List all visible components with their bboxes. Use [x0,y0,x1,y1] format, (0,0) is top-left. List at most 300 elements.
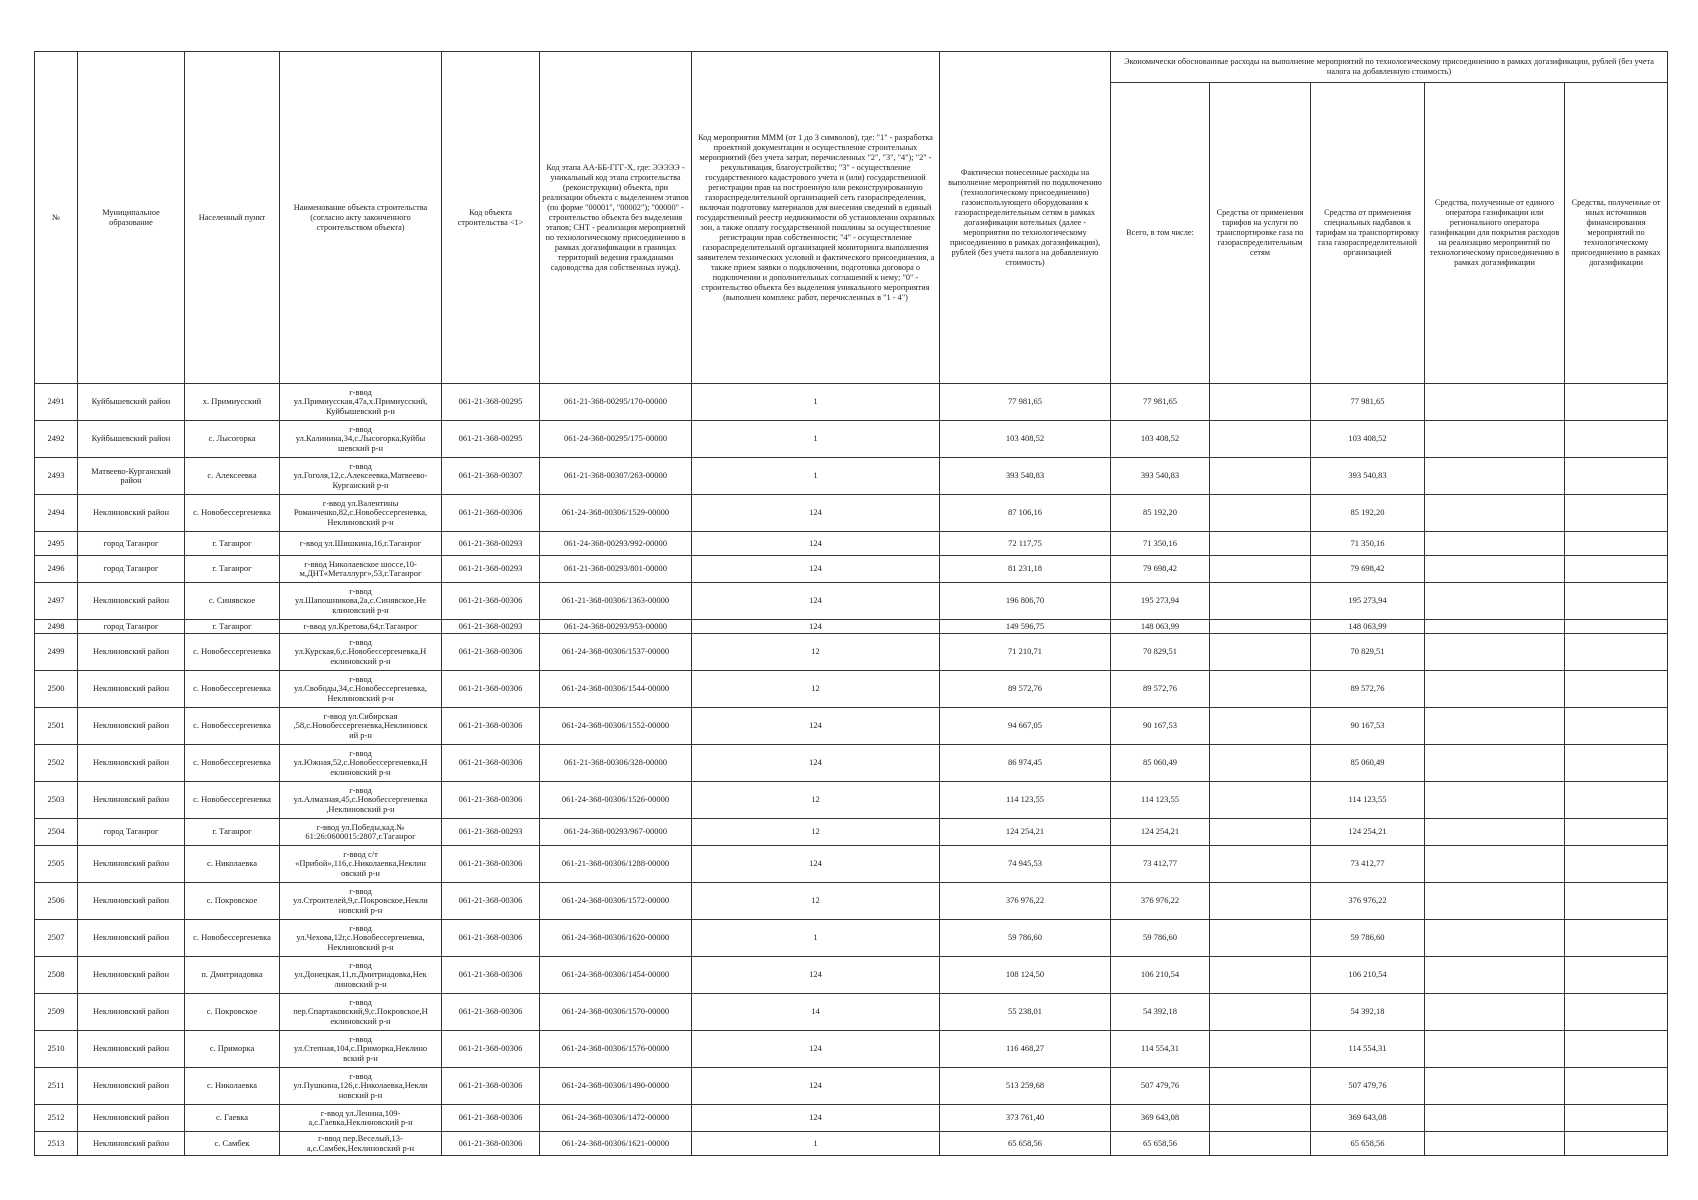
cell-total: 73 412,77 [1111,846,1210,883]
cell-other-sources [1565,495,1668,532]
header-other-sources: Средства, полученные от иных источников финансирования мероприятий по технологическому присоединению в рамках догазификации [1565,83,1668,384]
cell-other-sources [1565,583,1668,620]
cell-object-name: г-ввод ул.Донецкая,11,п.Дмитриадовка,Нек линовский р-н [280,957,442,994]
cell-other-sources [1565,782,1668,819]
cell-stage-code: 061-24-368-00306/1621-00000 [540,1132,692,1156]
cell-activity-code: 1 [692,384,940,421]
cell-settlement: г. Таганрог [185,532,280,556]
cell-operator-funds [1425,1105,1565,1132]
cell-operator-funds [1425,846,1565,883]
cell-num: 2495 [35,532,78,556]
cell-other-sources [1565,1031,1668,1068]
table-row [35,532,1668,556]
cell-special-surcharge: 124 254,21 [1311,819,1425,846]
cell-special-surcharge: 369 643,08 [1311,1105,1425,1132]
cell-municipality: Куйбышевский район [78,421,185,458]
cell-municipality: Неклиновский район [78,957,185,994]
cell-num: 2510 [35,1031,78,1068]
cell-object-name: г-ввод ул.Алмазная,45,с.Новобессергеневка ,Неклиновский р-н [280,782,442,819]
cell-object-code: 061-21-368-00306 [442,1031,540,1068]
table-row [35,883,1668,920]
cell-operator-funds [1425,620,1565,634]
cell-activity-code: 12 [692,819,940,846]
cell-municipality: Неклиновский район [78,1031,185,1068]
cell-object-name: г-ввод ул.Курская,6,с.Новобессергеневка,Н еклиновский р-н [280,634,442,671]
cell-object-name: г-ввод ул.Строителей,9,с.Покровское,Некли новский р-н [280,883,442,920]
cell-other-sources [1565,384,1668,421]
cell-object-name: г-ввод ул.Победы,кад.№ 61:26:0600015:2807,г.Таганрог [280,819,442,846]
cell-settlement: с. Новобессергеневка [185,671,280,708]
cell-settlement: с. Гаевка [185,1105,280,1132]
cell-other-sources [1565,1068,1668,1105]
cell-stage-code: 061-24-368-00306/1454-00000 [540,957,692,994]
cell-total: 79 698,42 [1111,556,1210,583]
cell-other-sources [1565,458,1668,495]
cell-num: 2496 [35,556,78,583]
table-row [35,819,1668,846]
cell-settlement: с. Новобессергеневка [185,708,280,745]
cell-object-name: г-ввод ул.Валентины Романченко,82,с.Новобессергеневка, Неклиновский р-н [280,495,442,532]
header-num: № [35,52,78,384]
cell-stage-code: 061-24-368-00306/1552-00000 [540,708,692,745]
header-total: Всего, в том числе: [1111,83,1210,384]
cell-other-sources [1565,1132,1668,1156]
cell-object-code: 061-21-368-00306 [442,495,540,532]
cell-total: 85 192,20 [1111,495,1210,532]
document-page [34,51,1667,1156]
cell-object-name: г-ввод ул.Шишкина,16,г.Таганрог [280,532,442,556]
cell-activity-code: 124 [692,495,940,532]
cell-activity-code: 124 [692,532,940,556]
cell-object-name: г-ввод пер.Веселый,13- а,с.Самбек,Неклиновский р-н [280,1132,442,1156]
cell-actual-costs: 149 596,75 [940,620,1111,634]
cell-total: 114 554,31 [1111,1031,1210,1068]
cell-operator-funds [1425,1031,1565,1068]
cell-municipality: город Таганрог [78,819,185,846]
cell-num: 2502 [35,745,78,782]
cell-settlement: п. Дмитриадовка [185,957,280,994]
cell-actual-costs: 86 974,45 [940,745,1111,782]
cell-settlement: с. Алексеевка [185,458,280,495]
cell-actual-costs: 393 540,83 [940,458,1111,495]
cell-object-name: г-ввод ул.Свободы,34,с.Новобессергеневка, Неклиновский р-н [280,671,442,708]
cell-tariff-transport [1210,994,1311,1031]
cell-operator-funds [1425,708,1565,745]
cell-settlement: с. Приморка [185,1031,280,1068]
cell-actual-costs: 116 468,27 [940,1031,1111,1068]
cell-total: 77 981,65 [1111,384,1210,421]
cell-activity-code: 124 [692,1068,940,1105]
cell-stage-code: 061-24-368-00306/1576-00000 [540,1031,692,1068]
cell-other-sources [1565,920,1668,957]
cell-special-surcharge: 73 412,77 [1311,846,1425,883]
cell-object-code: 061-21-368-00306 [442,583,540,620]
header-special-surcharge: Средства от применения специальных надбавок к тарифам на транспортировку газа газораспределительной организацией [1311,83,1425,384]
table-row [35,671,1668,708]
cell-settlement: г. Таганрог [185,556,280,583]
cell-activity-code: 124 [692,708,940,745]
cell-special-surcharge: 85 192,20 [1311,495,1425,532]
cell-stage-code: 061-24-368-00306/1620-00000 [540,920,692,957]
cell-settlement: г. Таганрог [185,819,280,846]
cell-stage-code: 061-24-368-00306/1544-00000 [540,671,692,708]
cell-special-surcharge: 90 167,53 [1311,708,1425,745]
cell-object-name: г-ввод ул.Пушкина,126,с.Николаевка,Некли новский р-н [280,1068,442,1105]
cell-actual-costs: 513 259,68 [940,1068,1111,1105]
cell-actual-costs: 65 658,56 [940,1132,1111,1156]
cell-municipality: город Таганрог [78,620,185,634]
cell-municipality: Неклиновский район [78,708,185,745]
cell-actual-costs: 77 981,65 [940,384,1111,421]
cell-stage-code: 061-21-368-00306/1288-00000 [540,846,692,883]
cell-settlement: г. Таганрог [185,620,280,634]
cell-num: 2508 [35,957,78,994]
cell-object-name: г-ввод ул.Степная,104,с.Приморка,Неклино вский р-н [280,1031,442,1068]
table-row [35,634,1668,671]
cell-num: 2492 [35,421,78,458]
cell-object-code: 061-21-368-00306 [442,1105,540,1132]
table-row [35,745,1668,782]
cell-total: 393 540,83 [1111,458,1210,495]
cell-num: 2512 [35,1105,78,1132]
cell-object-name: г-ввод ул.Гоголя,12,с.Алексеевка,Матвеево- Курганский р-н [280,458,442,495]
cell-tariff-transport [1210,532,1311,556]
cell-operator-funds [1425,819,1565,846]
cell-stage-code: 061-24-368-00306/1529-00000 [540,495,692,532]
cell-other-sources [1565,421,1668,458]
cell-total: 507 479,76 [1111,1068,1210,1105]
cell-other-sources [1565,994,1668,1031]
cell-special-surcharge: 71 350,16 [1311,532,1425,556]
cell-tariff-transport [1210,1132,1311,1156]
cell-operator-funds [1425,495,1565,532]
cell-municipality: Неклиновский район [78,1132,185,1156]
cell-object-name: г-ввод ул.Шапошникова,2а,с.Синявское,Не клиновский р-н [280,583,442,620]
cell-operator-funds [1425,634,1565,671]
cell-actual-costs: 196 806,70 [940,583,1111,620]
cell-municipality: Неклиновский район [78,1105,185,1132]
cell-object-code: 061-21-368-00306 [442,846,540,883]
cell-other-sources [1565,532,1668,556]
cell-num: 2507 [35,920,78,957]
cell-stage-code: 061-24-368-00306/1537-00000 [540,634,692,671]
cell-tariff-transport [1210,556,1311,583]
cell-special-surcharge: 77 981,65 [1311,384,1425,421]
cell-num: 2499 [35,634,78,671]
cell-tariff-transport [1210,634,1311,671]
cell-num: 2506 [35,883,78,920]
cell-object-code: 061-21-368-00293 [442,620,540,634]
cell-municipality: Неклиновский район [78,883,185,920]
cell-municipality: город Таганрог [78,532,185,556]
cell-operator-funds [1425,883,1565,920]
table-header [35,52,1668,384]
cell-object-code: 061-21-368-00306 [442,1068,540,1105]
cell-stage-code: 061-24-368-00293/992-00000 [540,532,692,556]
cell-stage-code: 061-24-368-00306/1570-00000 [540,994,692,1031]
cell-activity-code: 12 [692,782,940,819]
cell-actual-costs: 59 786,60 [940,920,1111,957]
cell-object-code: 061-21-368-00306 [442,634,540,671]
cell-actual-costs: 74 945,53 [940,846,1111,883]
cell-activity-code: 124 [692,583,940,620]
cell-object-code: 061-21-368-00306 [442,957,540,994]
cell-municipality: Куйбышевский район [78,384,185,421]
cell-stage-code: 061-24-368-00295/175-00000 [540,421,692,458]
cell-special-surcharge: 89 572,76 [1311,671,1425,708]
cell-total: 376 976,22 [1111,883,1210,920]
cell-tariff-transport [1210,620,1311,634]
cell-actual-costs: 94 667,05 [940,708,1111,745]
cell-actual-costs: 89 572,76 [940,671,1111,708]
table-row [35,1105,1668,1132]
cell-object-code: 061-21-368-00293 [442,556,540,583]
cell-activity-code: 1 [692,920,940,957]
table-row [35,846,1668,883]
cell-actual-costs: 108 124,50 [940,957,1111,994]
table-row [35,583,1668,620]
cell-object-name: г-ввод ул.Ленина,109- а,с.Гаевка,Неклиновский р-н [280,1105,442,1132]
cell-other-sources [1565,957,1668,994]
cell-actual-costs: 81 231,18 [940,556,1111,583]
cell-special-surcharge: 393 540,83 [1311,458,1425,495]
table-row [35,782,1668,819]
cell-tariff-transport [1210,671,1311,708]
cell-stage-code: 061-21-368-00307/263-00000 [540,458,692,495]
cell-settlement: с. Новобессергеневка [185,495,280,532]
cell-tariff-transport [1210,708,1311,745]
cell-municipality: Матвеево-Курганский район [78,458,185,495]
cell-actual-costs: 114 123,55 [940,782,1111,819]
cell-operator-funds [1425,920,1565,957]
cell-settlement: с. Николаевка [185,846,280,883]
cell-object-code: 061-21-368-00306 [442,782,540,819]
cell-other-sources [1565,883,1668,920]
cell-num: 2493 [35,458,78,495]
cell-actual-costs: 87 106,16 [940,495,1111,532]
cell-operator-funds [1425,384,1565,421]
cell-operator-funds [1425,782,1565,819]
cell-special-surcharge: 195 273,94 [1311,583,1425,620]
cell-municipality: Неклиновский район [78,745,185,782]
cell-settlement: с. Новобессергеневка [185,745,280,782]
cell-operator-funds [1425,671,1565,708]
cell-other-sources [1565,671,1668,708]
cell-num: 2494 [35,495,78,532]
cell-tariff-transport [1210,458,1311,495]
cell-object-name: г-ввод ул.Чехова,12г,с.Новобессергеневка, Неклиновский р-н [280,920,442,957]
cell-num: 2498 [35,620,78,634]
cell-stage-code: 061-24-368-00306/1490-00000 [540,1068,692,1105]
cell-settlement: с. Новобессергеневка [185,920,280,957]
cell-operator-funds [1425,583,1565,620]
header-actual-costs: Фактически понесенные расходы на выполнение мероприятий по подключению (технологическому присоединению) газоиспользующего оборудования к газораспределительным сетям в рамках догазификации котельных (далее - мероприятия по технологическому присоединению в рамках догазификации), рублей (без учета налога на добавленную стоимость) [940,52,1111,384]
cell-total: 114 123,55 [1111,782,1210,819]
cell-other-sources [1565,1105,1668,1132]
cell-object-code: 061-21-368-00295 [442,421,540,458]
cell-tariff-transport [1210,495,1311,532]
cell-operator-funds [1425,556,1565,583]
cell-object-code: 061-21-368-00306 [442,883,540,920]
cell-object-code: 061-21-368-00293 [442,532,540,556]
header-tariff-transport: Средства от применения тарифов на услуги по транспортировке газа по газораспределительным сетям [1210,83,1311,384]
cell-num: 2503 [35,782,78,819]
cell-total: 148 063,99 [1111,620,1210,634]
cell-num: 2497 [35,583,78,620]
table-row [35,458,1668,495]
cell-object-name: г-ввод ул.Сибирская ,58,с.Новобессергеневка,Неклиновск ий р-н [280,708,442,745]
cell-operator-funds [1425,994,1565,1031]
cell-object-name: г-ввод ул.Примиусская,47а,х.Примиусский, Куйбышевский р-н [280,384,442,421]
cell-actual-costs: 72 117,75 [940,532,1111,556]
cell-total: 85 060,49 [1111,745,1210,782]
cell-special-surcharge: 54 392,18 [1311,994,1425,1031]
cell-special-surcharge: 507 479,76 [1311,1068,1425,1105]
cell-actual-costs: 124 254,21 [940,819,1111,846]
cell-tariff-transport [1210,583,1311,620]
cell-num: 2509 [35,994,78,1031]
cell-stage-code: 061-24-368-00306/1526-00000 [540,782,692,819]
cell-activity-code: 124 [692,1031,940,1068]
cell-object-code: 061-21-368-00306 [442,745,540,782]
cell-other-sources [1565,745,1668,782]
cell-tariff-transport [1210,819,1311,846]
cell-total: 59 786,60 [1111,920,1210,957]
table-row [35,620,1668,634]
cell-municipality: Неклиновский район [78,1068,185,1105]
cell-special-surcharge: 114 123,55 [1311,782,1425,819]
cell-num: 2501 [35,708,78,745]
cell-other-sources [1565,819,1668,846]
cell-activity-code: 12 [692,634,940,671]
table-row [35,1031,1668,1068]
cell-object-name: г-ввод пер.Спартаковский,9,с.Покровское,Н еклиновский р-н [280,994,442,1031]
table-row [35,556,1668,583]
cell-activity-code: 1 [692,421,940,458]
cell-municipality: Неклиновский район [78,495,185,532]
cell-object-code: 061-21-368-00306 [442,994,540,1031]
cell-tariff-transport [1210,883,1311,920]
cell-activity-code: 124 [692,556,940,583]
cell-activity-code: 1 [692,1132,940,1156]
cell-operator-funds [1425,421,1565,458]
cell-special-surcharge: 376 976,22 [1311,883,1425,920]
cell-object-name: г-ввод ул.Южная,52,с.Новобессергеневка,Н еклиновский р-н [280,745,442,782]
table-row [35,1068,1668,1105]
table-row [35,920,1668,957]
cell-municipality: Неклиновский район [78,583,185,620]
cell-tariff-transport [1210,384,1311,421]
cell-municipality: Неклиновский район [78,782,185,819]
cell-activity-code: 12 [692,883,940,920]
table-row [35,495,1668,532]
cell-tariff-transport [1210,920,1311,957]
cell-total: 90 167,53 [1111,708,1210,745]
cell-operator-funds [1425,1068,1565,1105]
cell-total: 369 643,08 [1111,1105,1210,1132]
cell-num: 2511 [35,1068,78,1105]
cell-object-name: г-ввод ул.Калинина,34,с.Лысогорка,Куйбы шевский р-н [280,421,442,458]
cell-total: 54 392,18 [1111,994,1210,1031]
cell-object-code: 061-21-368-00295 [442,384,540,421]
cell-total: 65 658,56 [1111,1132,1210,1156]
header-municipality: Муниципальное образование [78,52,185,384]
header-activity-code: Код мероприятия МММ (от 1 до 3 символов), где: "1" - разработка проектной документации и осуществление строительных мероприятий (без учета затрат, перечисленных "2", "3", "4"); "2" - рекультивация, благоустройство; "3" - осуществление государственного кадастрового учета и (или) государственной регистрации прав на построенную или реконструированную газораспределительной организацией сеть газораспределения, включая подготовку материалов для внесения сведений в единый государственный реестр недвижимости об установлении охранных зон, а также оплату государственной пошлины за осуществление регистрации прав собственности; "4" - осуществление газораспределительной организацией мониторинга выполнения заявителем технических условий и фактического присоединения, а также прием заявки о подключении, подготовка договора о подключении и дополнительных соглашений к нему; "0" - строительство объекта без выделения уникального мероприятия (выполнен комплекс работ, перечисленных в "1 - 4") [692,52,940,384]
expenses-table [34,51,1668,1156]
cell-total: 70 829,51 [1111,634,1210,671]
cell-settlement: с. Покровское [185,994,280,1031]
cell-special-surcharge: 85 060,49 [1311,745,1425,782]
cell-num: 2505 [35,846,78,883]
cell-tariff-transport [1210,782,1311,819]
cell-stage-code: 061-24-368-00306/1572-00000 [540,883,692,920]
cell-settlement: х. Примиусский [185,384,280,421]
cell-total: 89 572,76 [1111,671,1210,708]
cell-settlement: с. Новобессергеневка [185,634,280,671]
cell-tariff-transport [1210,846,1311,883]
cell-special-surcharge: 114 554,31 [1311,1031,1425,1068]
cell-settlement: с. Покровское [185,883,280,920]
cell-other-sources [1565,556,1668,583]
cell-activity-code: 124 [692,745,940,782]
cell-num: 2504 [35,819,78,846]
cell-operator-funds [1425,532,1565,556]
cell-special-surcharge: 148 063,99 [1311,620,1425,634]
cell-special-surcharge: 79 698,42 [1311,556,1425,583]
cell-object-code: 061-21-368-00306 [442,671,540,708]
cell-settlement: с. Новобессергеневка [185,782,280,819]
cell-settlement: с. Лысогорка [185,421,280,458]
cell-num: 2491 [35,384,78,421]
header-operator-funds: Средства, полученные от единого оператора газификации или регионального оператора газификации для покрытия расходов на реализацию мероприятий по технологическому присоединению в рамках догазификации [1425,83,1565,384]
cell-activity-code: 124 [692,846,940,883]
header-object-name: Наименование объекта строительства (согласно акту законченного строительством объекта) [280,52,442,384]
cell-operator-funds [1425,1132,1565,1156]
cell-municipality: Неклиновский район [78,994,185,1031]
cell-special-surcharge: 103 408,52 [1311,421,1425,458]
cell-special-surcharge: 106 210,54 [1311,957,1425,994]
header-object-code: Код объекта строительства <1> [442,52,540,384]
table-row [35,708,1668,745]
cell-stage-code: 061-24-368-00306/1472-00000 [540,1105,692,1132]
cell-actual-costs: 55 238,01 [940,994,1111,1031]
cell-tariff-transport [1210,745,1311,782]
cell-object-code: 061-21-368-00306 [442,920,540,957]
table-row [35,1132,1668,1156]
table-body [35,384,1668,1156]
cell-stage-code: 061-21-368-00295/170-00000 [540,384,692,421]
header-econ-group: Экономически обоснованные расходы на выполнение мероприятий по технологическому присоединению в рамках догазификации, рублей (без учета налога на добавленную стоимость) [1111,52,1668,83]
table-row [35,384,1668,421]
cell-municipality: Неклиновский район [78,634,185,671]
cell-actual-costs: 376 976,22 [940,883,1111,920]
table-row [35,421,1668,458]
cell-stage-code: 061-21-368-00293/801-00000 [540,556,692,583]
cell-actual-costs: 71 210,71 [940,634,1111,671]
cell-operator-funds [1425,745,1565,782]
cell-object-code: 061-21-368-00306 [442,1132,540,1156]
header-settlement: Населенный пункт [185,52,280,384]
cell-object-name: г-ввод с/т «Прибой»,116,с.Николаевка,Неклин овский р-н [280,846,442,883]
table-row [35,994,1668,1031]
cell-operator-funds [1425,957,1565,994]
cell-settlement: с. Самбек [185,1132,280,1156]
cell-municipality: Неклиновский район [78,846,185,883]
cell-stage-code: 061-21-368-00306/328-00000 [540,745,692,782]
cell-other-sources [1565,846,1668,883]
cell-other-sources [1565,634,1668,671]
cell-special-surcharge: 59 786,60 [1311,920,1425,957]
